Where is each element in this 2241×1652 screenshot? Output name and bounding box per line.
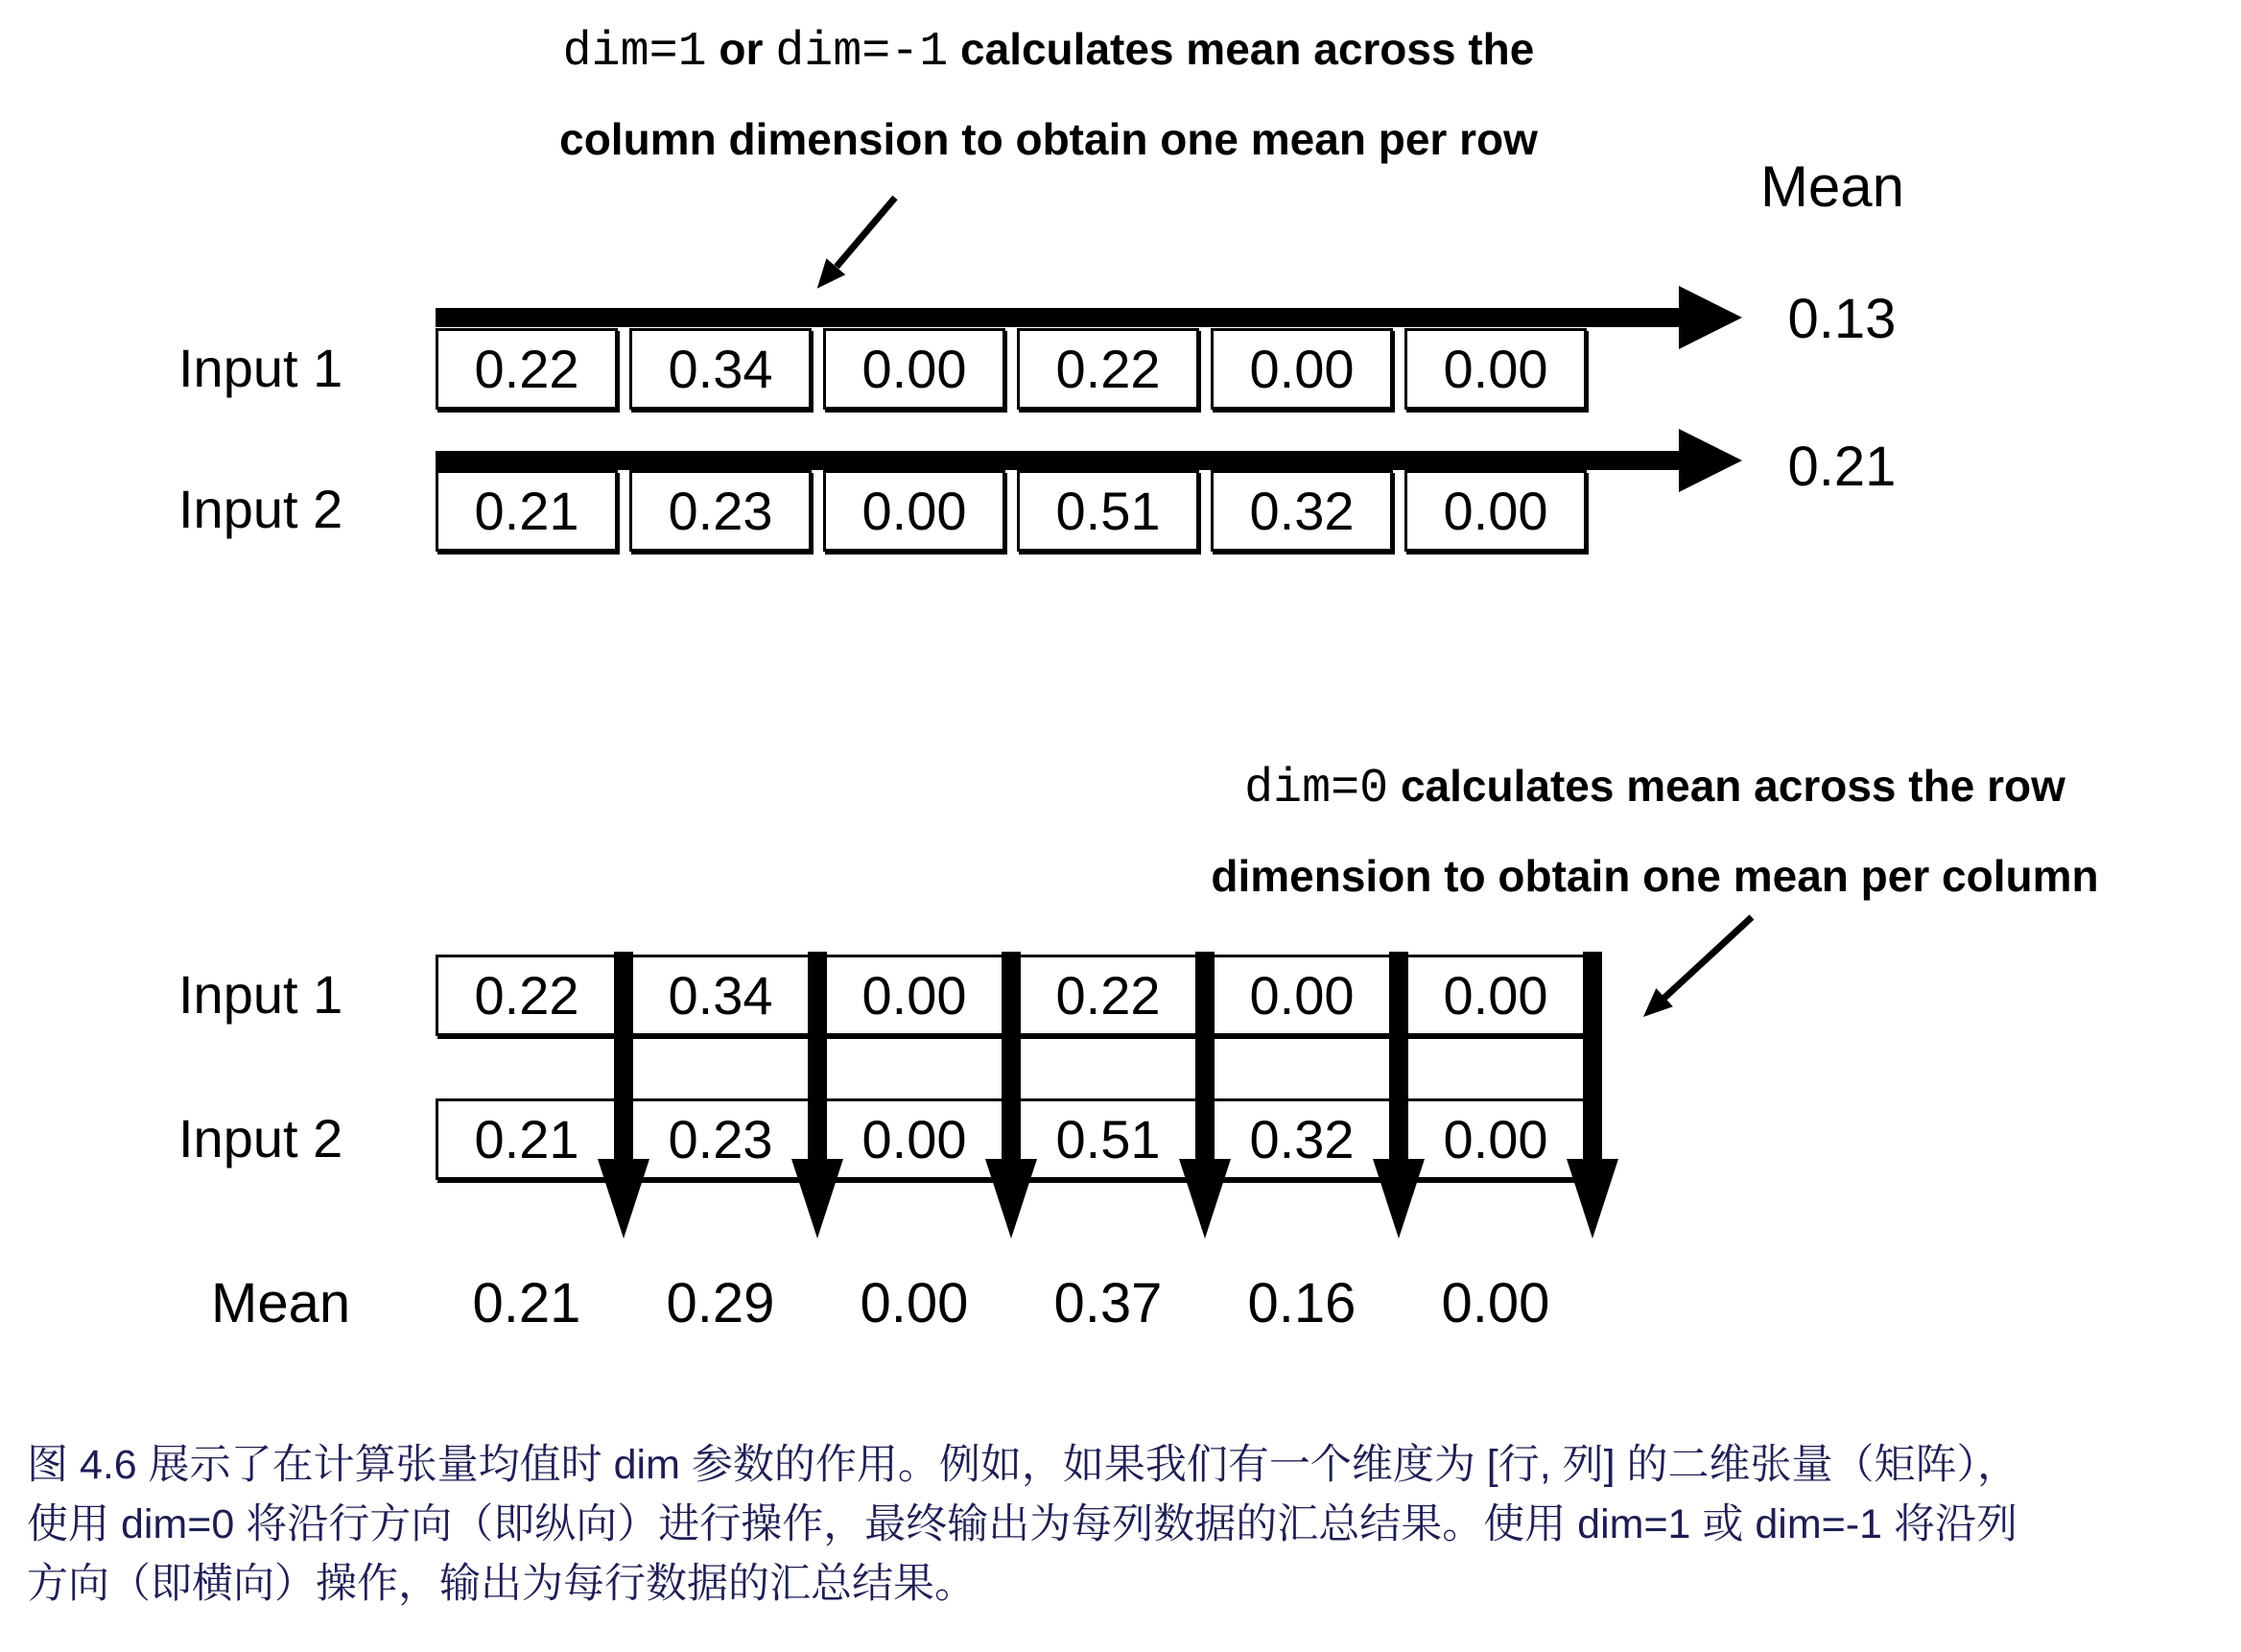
code-dim-neg1: dim=-1 (775, 25, 949, 80)
column2-mean-value: 0.29 (666, 1272, 775, 1334)
bottom-input2-label: Input 2 (178, 1108, 343, 1168)
column6-down-arrowhead-icon (1567, 1159, 1618, 1239)
row1-mean-value: 0.13 (1787, 288, 1897, 350)
bottom-input1-cell: 0.22 (436, 955, 618, 1036)
column6-down-arrow (1583, 952, 1602, 1159)
top-input2-cell: 0.21 (436, 470, 618, 552)
top-input2-cell: 0.32 (1211, 470, 1393, 552)
column4-down-arrow (1195, 952, 1215, 1159)
dim0-annotation (1079, 758, 2230, 904)
dim0-annotation-line2: dimension to obtain one mean per column (1211, 851, 2099, 901)
top-input1-cell: 0.22 (436, 328, 618, 410)
column3-mean-value: 0.00 (860, 1272, 969, 1334)
column6-mean-value: 0.00 (1441, 1272, 1550, 1334)
code-dim0: dim=0 (1244, 762, 1389, 816)
row1-right-arrowhead-icon (1679, 286, 1742, 349)
bottom-input1-label: Input 1 (178, 964, 343, 1025)
column5-mean-value: 0.16 (1247, 1272, 1356, 1334)
dim0-annotation-tail: calculates mean across the row (1388, 761, 2065, 811)
bottom-input2-cell: 0.00 (823, 1098, 1005, 1180)
column4-mean-value: 0.37 (1053, 1272, 1163, 1334)
dim1-annotation-line1 (425, 21, 1672, 81)
bottom-input2-cell: 0.00 (1404, 1098, 1587, 1180)
bottom-input2-cell: 0.23 (629, 1098, 812, 1180)
column3-down-arrowhead-icon (985, 1159, 1037, 1239)
column2-down-arrow (808, 952, 827, 1159)
bottom-input1-cell: 0.00 (1211, 955, 1393, 1036)
dim0-annotation-line1 (1079, 758, 2230, 817)
caption-line-3: 方向（即横向）操作，输出为每行数据的汇总结果。 (27, 1561, 976, 1607)
dim1-annotation-line2: column dimension to obtain one mean per row (559, 114, 1538, 164)
caption-line-2: 使用 dim=0 将沿行方向（即纵向）进行操作，最终输出为每列数据的汇总结果。使用 dim=1 或 dim=-1 将沿列 (27, 1501, 2017, 1547)
column1-down-arrow (614, 952, 633, 1159)
column5-down-arrow (1389, 952, 1408, 1159)
bottom-mean-label: Mean (211, 1272, 351, 1334)
row1-right-arrow (436, 308, 1679, 327)
annotation-arrow-icon (1619, 909, 1763, 1029)
top-input2-cell: 0.00 (823, 470, 1005, 552)
top-input2-label: Input 2 (178, 479, 343, 539)
top-input2-cell: 0.23 (629, 470, 812, 552)
bottom-input1-cell: 0.22 (1017, 955, 1199, 1036)
code-dim1: dim=1 (562, 25, 707, 80)
top-input2-cell: 0.00 (1404, 470, 1587, 552)
column5-down-arrowhead-icon (1373, 1159, 1425, 1239)
caption-line-1: 图 4.6 展示了在计算张量均值时 dim 参数的作用。例如，如果我们有一个维度为 [行, 列] 的二维张量（矩阵）， (27, 1442, 2019, 1488)
top-input1-cell: 0.00 (1404, 328, 1587, 410)
column3-down-arrow (1002, 952, 1021, 1159)
top-input1-cell: 0.34 (629, 328, 812, 410)
dim1-annotation (425, 21, 1672, 167)
top-input1-label: Input 1 (178, 338, 343, 398)
top-input1-cell: 0.00 (1211, 328, 1393, 410)
annotation-arrow-icon (794, 188, 909, 303)
bottom-input1-cell: 0.34 (629, 955, 812, 1036)
bottom-input1-cell: 0.00 (823, 955, 1005, 1036)
top-input1-cell: 0.00 (823, 328, 1005, 410)
dim1-annotation-tail: calculates mean across the (948, 24, 1535, 74)
bottom-input2-cell: 0.32 (1211, 1098, 1393, 1180)
column1-down-arrowhead-icon (598, 1159, 649, 1239)
top-input2-cell: 0.51 (1017, 470, 1199, 552)
row2-right-arrow (436, 451, 1679, 470)
column1-mean-value: 0.21 (472, 1272, 581, 1334)
or-word: or (706, 24, 776, 74)
bottom-input1-cell: 0.00 (1404, 955, 1587, 1036)
column2-down-arrowhead-icon (791, 1159, 843, 1239)
row2-mean-value: 0.21 (1787, 436, 1897, 498)
column4-down-arrowhead-icon (1179, 1159, 1231, 1239)
bottom-input2-cell: 0.51 (1017, 1098, 1199, 1180)
mean-column-header: Mean (1759, 154, 1905, 219)
top-input1-cell: 0.22 (1017, 328, 1199, 410)
bottom-input2-cell: 0.21 (436, 1098, 618, 1180)
row2-right-arrowhead-icon (1679, 429, 1742, 492)
